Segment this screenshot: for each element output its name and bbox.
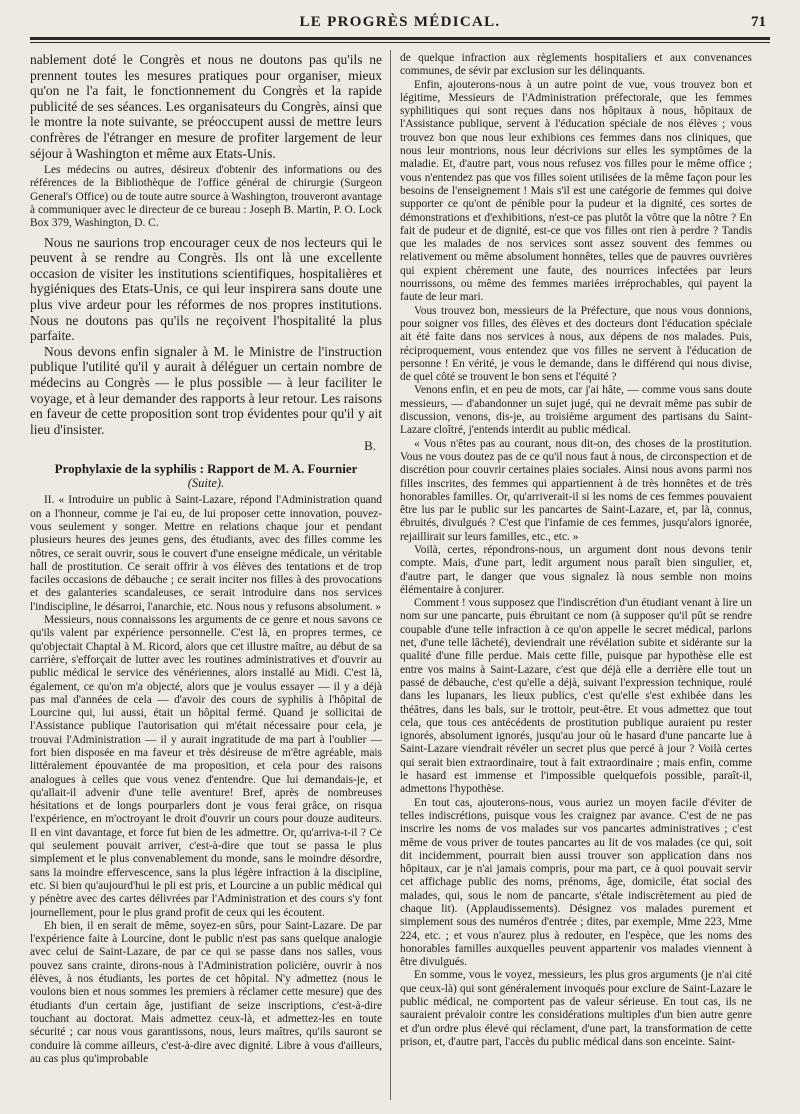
paragraph: de quelque infraction aux règlements hospitaliers et aux convenances communes, de sévir par exclusion sur les délinquants. bbox=[400, 52, 752, 78]
column-divider bbox=[390, 50, 391, 1100]
paragraph: Venons enfin, et en peu de mots, car j'ai hâte, — comme vous sans doute messieurs, — d'abandonner un sujet jugé, qui ne devrait même pas subir de discussion, venons, dis-je, au troisième argument des partisans du Saint-Lazare cloîtré, j'entends interdit au public médical. bbox=[400, 384, 752, 437]
header-rule-thick bbox=[30, 37, 770, 40]
right-column bbox=[400, 52, 752, 1102]
paragraph: nablement doté le Congrès et nous ne doutons pas qu'ils ne prennent toutes les mesures pratiques pour organiser, mieux qu'on ne l'a fait, le fonctionnement du Congrès et la rapide publicité de ses séances. Les organisateurs du Congrès, ainsi que le montre la note suivante, se préoccupent aussi de mettre leurs confrères de l'étranger en mesure de profiter largement de leur séjour à Washington et même aux Etats-Unis. bbox=[30, 52, 382, 161]
paragraph: En somme, vous le voyez, messieurs, les plus gros arguments (je n'ai cité que ceux-là) qui sont généralement invoqués pour exclure de Saint-Lazare le public médical, ne comportent pas de valeur sérieuse. En tout cas, ils ne sauraient prévaloir contre les considérations multiples d'un bien autre genre et d'un ordre plus élevé qui réclament, d'une part, la transformation de cette prison, et, d'autre part, l'accès du public médical dans son enceinte. Saint- bbox=[400, 969, 752, 1048]
paragraph: « Vous n'êtes pas au courant, nous dit-on, des choses de la prostitution. Vous ne vous doutez pas de ce qu'il nous faut à nous, de circonspection et de discrétion pour couvrir certaines plaies sociales. Ainsi nous avons parmi nos filles inscrites, des femmes qui appartiennent à de très honnêtes et de très honorables familles. Or, qu'arriverait-il si les noms de ces femmes pouvaient être lus par le public sur les pancartes de Saint-Lazare, et, par là, connus, ébruités, divulgués ? C'est que l'infamie de ces femmes, jusqu'alors ignorée, rejaillirait sur leurs familles, etc., etc. » bbox=[400, 437, 752, 543]
paragraph: Voilà, certes, répondrons-nous, un argument dont nous devons tenir compte. Mais, d'une part, ledit argument nous paraît bien singulier, et, d'autre part, le danger que vous signalez là nous semble non moins élémentaire à conjurer. bbox=[400, 543, 752, 596]
paragraph: Comment ! vous supposez que l'indiscrétion d'un étudiant venant à lire un nom sur une pancarte, puis ébruitant ce nom (à supposer qu'il pût se rendre coupable d'une telle infraction à ce qu'on appelle le secret médical, parlons net, d'une telle lâcheté), deviendrait une révélation subite et sidérante sur la qualité d'une fille perdue. Mais cette fille, puisque par hypothèse elle est entre vos mains à Saint-Lazare, c'est que déjà elle a derrière elle tout un passé de débauche, c'est qu'elle a déjà, suivant l'expression technique, roulé dans les lupanars, les lieux publics, c'est qu'elle s'est exhibée dans les théâtres, dans les bals, sur le trottoir, peut-être. Et vous admettez que tout cela, que tous ces antécédents de prostitution publique auraient pu rester ignorés, absolument ignorés, jusqu'au jour où le hasard d'une pancarte lue à Saint-Lazare viendrait révéler un secret plus que percé à jour ? Voilà certes qui serait bien extraordinaire, tout à fait extraordinaire ; mais enfin, comme le hasard est immense et l'impossible quelquefois possible, paraît-il, admettons l'hypothèse. bbox=[400, 597, 752, 796]
paragraph: Messieurs, nous connaissons les arguments de ce genre et nous savons ce qu'ils valent par expérience personnelle. C'est là, en propres termes, ce qu'objectait Chaptal à M. Ricord, alors que cet illustre maître, au début de sa carrière, s'efforçait de lutter avec les routines administratives et d'ouvrir au public médical le service des vénériennes, alors installé au Midi. C'est là, également, ce qu'on m'a objecté, alors que je voulus essayer — il y a déjà pas mal d'années de cela — d'avoir des cours de syphilis à l'hôpital de Lourcine qui, lui aussi, était un hôpital fermé. Quand je sollicitai de l'Assistance publique l'autorisation qui m'était nécessaire pour cela, je trouvai l'Administration — il y aurait ingratitude de ma part à l'oublier — fort bien disposée en ma faveur et très désireuse de m'être agréable, mais littéralement épouvantée de ma proposition, et cela pour des raisons analogues à celles que vous venez d'entendre. Que lui demandais-je, et qu'allait-il advenir d'une telle aventure! Bref, après de nombreuses hésitations et de longs pourparlers dont je vous ferai grâce, on risqua l'expérience, en m'octroyant le droit d'ouvrir un cours pour douze auditeurs. Il en vint davantage, et force fut bien de les admettre. Or, qu'arriva-t-il ? Ce qui seulement pouvait arriver, c'est-à-dire que tout se passa le plus simplement et le plus convenablement du monde, sans le moindre désordre, sans la moindre effervescence, sans la plus légère infraction à la discipline, etc. Si bien qu'aujourd'hui le pli est pris, et Lourcine a un public médical qui y pénètre avec des cartes délivrées par l'Administration et des cours s'y font journellement, pour le plus grand profit de ceux qui les écoutent. bbox=[30, 614, 382, 919]
paragraph: Nous ne saurions trop encourager ceux de nos lecteurs qui le peuvent à se rendre au Congrès. Ils ont là une excellente occasion de visiter les institutions scientifiques, hospitalières et hygiéniques des Etats-Unis, ce qui leur inspirera sans doute une plus vive ardeur pour les réformes de nos propres institutions. Nous ne doutons pas qu'ils ne reçoivent l'hospitalité la plus parfaite. bbox=[30, 234, 382, 344]
article-heading: Prophylaxie de la syphilis : Rapport de M. A. Fournier bbox=[54, 461, 358, 477]
paragraph: II. « Introduire un public à Saint-Lazare, répond l'Administration quand on a l'honneur, comme je l'ai eu, de lui proposer cette innovation, pouvez-vous seulement y songer. Mettre en relations chaque jour et pendant plusieurs heures des jeunes gens, des étudiants, avec des filles comme les nôtres, ce serait ouvrir, sous le couvert d'une enseigne médicale, un véritable hall de prostitution. Ce serait offrir à vos élèves des tentations et de trop faciles occasions de débauche ; ce serait inciter nos filles à des provocations et des galanteries scandaleuses, ce serait introduire dans nos services l'indiscipline, le désarroi, l'anarchie, etc. Nous nous y refusons absolument. » bbox=[30, 494, 382, 613]
page-number: 71 bbox=[751, 14, 766, 30]
header-rule-thin bbox=[30, 42, 770, 43]
paragraph: En tout cas, ajouterons-nous, vous auriez un moyen facile d'éviter de telles indiscrétions, puisque vous les craignez par avance. C'est de ne pas inscrire les noms de vos malades sur vos pancartes administratives ; c'est même de vous priver de toutes pancartes au lit de vos malades (ce qui, soit dit incidemment, pourrait bien aussi trouver son application dans nos hôpitaux, car je n'ai jamais compris, pour ma part, ce à quoi pouvait servir cet affichage public des noms, prénoms, âge, domicile, état social des malades, qui, sous le nom de pancarte, s'étale indiscrètement au pied de chaque lit). (Applaudissements). Désignez vos malades purement et simplement sous des numéros d'entrée ; dites, par exemple, Mme 223, Mme 224, etc. ; et vous n'aurez plus à redouter, en l'espèce, que les noms des honorables familles auxquelles peuvent appartenir vos malades viennent à être divulgués. bbox=[400, 796, 752, 969]
paragraph: Enfin, ajouterons-nous à un autre point de vue, vous trouvez bon et légitime, Messieurs de l'Administration préfectorale, que les femmes syphilitiques qui sont reçues dans nos hôpitaux à nous, hôpitaux de l'Assistance publique, servent à l'éducation spéciale de nos élèves ; vous trouvez bon que nous leur exhibions ces femmes dans nos cliniques, que nous leur montrions, nous leur décrivions sur elles les symptômes de la maladie. Et, d'autre part, vous nous refusez vos filles pour le même office ; vous n'entendez pas que vos filles soient utilisées de la même façon pour les besoins de l'enseignement ! Mais s'il est une catégorie de femmes qui doive supporter ce qu'ont de pénible pour la pudeur et la dignité, ces sortes de démonstrations et d'exhibitions, n'est-ce pas plutôt la vôtre que la nôtre ? En fait de pudeur et de dignité, est-ce que vos filles ont rien à perdre ? Tandis que les malades de nos services sont assez souvent des femmes ou relativement ou même absolument honnêtes, telles que de pauvres ouvrières qui expient chèrement une faute, des nourrices infectées par leurs nourrissons, ou même des femmes mariées irréprochables, qui payent la faute de leur mari. bbox=[400, 78, 752, 304]
paragraph: Eh bien, il en serait de même, soyez-en sûrs, pour Saint-Lazare. De par l'expérience faite à Lourcine, dont le public n'est pas sans quelque analogie avec celui de Saint-Lazare, de par ce qui se passe dans nos salles, vous pouvez sans crainte, dirons-nous à l'Administration policière, ouvrir à nos élèves, à nos étudiants, les portes de cet hôpital. N'y admettez (nous le voulons bien et nous sommes les premiers à réclamer cette mesure) que des étudiants d'un certain âge, justifiant de seize inscriptions, c'est-à-dire touchant au doctorat. Mais admettez ceux-là, et admettez-les en toute sécurité ; car nous vous garantissons, nous, leurs maîtres, qu'ils sauront se conduire là comme ailleurs, c'est-à-dire avec dignité. Libre à vous d'ailleurs, au cas plus qu'improbable bbox=[30, 919, 382, 1065]
running-title: LE PROGRÈS MÉDICAL. bbox=[299, 14, 501, 30]
article-subheading: (Suite). bbox=[187, 476, 225, 491]
footnote: Les médecins ou autres, désireux d'obtenir des informations ou des références de la Bibliothèque de l'office général de chirurgie (Surgeon General's Office) ou de toute autre source à Washington, trouveront avantage à communiquer avec le directeur de ce bureau : Joseph B. Martin, P. O. Lock Box 379, Washington, D. C. bbox=[30, 164, 382, 230]
left-column bbox=[30, 52, 382, 1102]
author-signature: B. bbox=[364, 438, 376, 454]
paragraph: Nous devons enfin signaler à M. le Ministre de l'instruction publique l'utilité qu'il y aurait à déléguer un certain nombre de médecins au Congrès — le plus possible — à leur faciliter le voyage, et à leur demander des rapports à leur retour. Les raisons en faveur de cette proposition sont trop évidentes pour qu'il y ait lieu d'insister. bbox=[30, 343, 382, 437]
paragraph: Vous trouvez bon, messieurs de la Préfecture, que nous vous donnions, pour soigner vos filles, des élèves et des docteurs dont l'éducation spéciale ait été faite dans nos services à nous, aux dépens de nos malades. Puis, réciproquement, vous entendez que vos filles ne servent à l'éducation de personne ! En vérité, je vous le demande, dans le différend qui nous divise, de quel côté se trouvent le bon sens et l'équité ? bbox=[400, 304, 752, 384]
